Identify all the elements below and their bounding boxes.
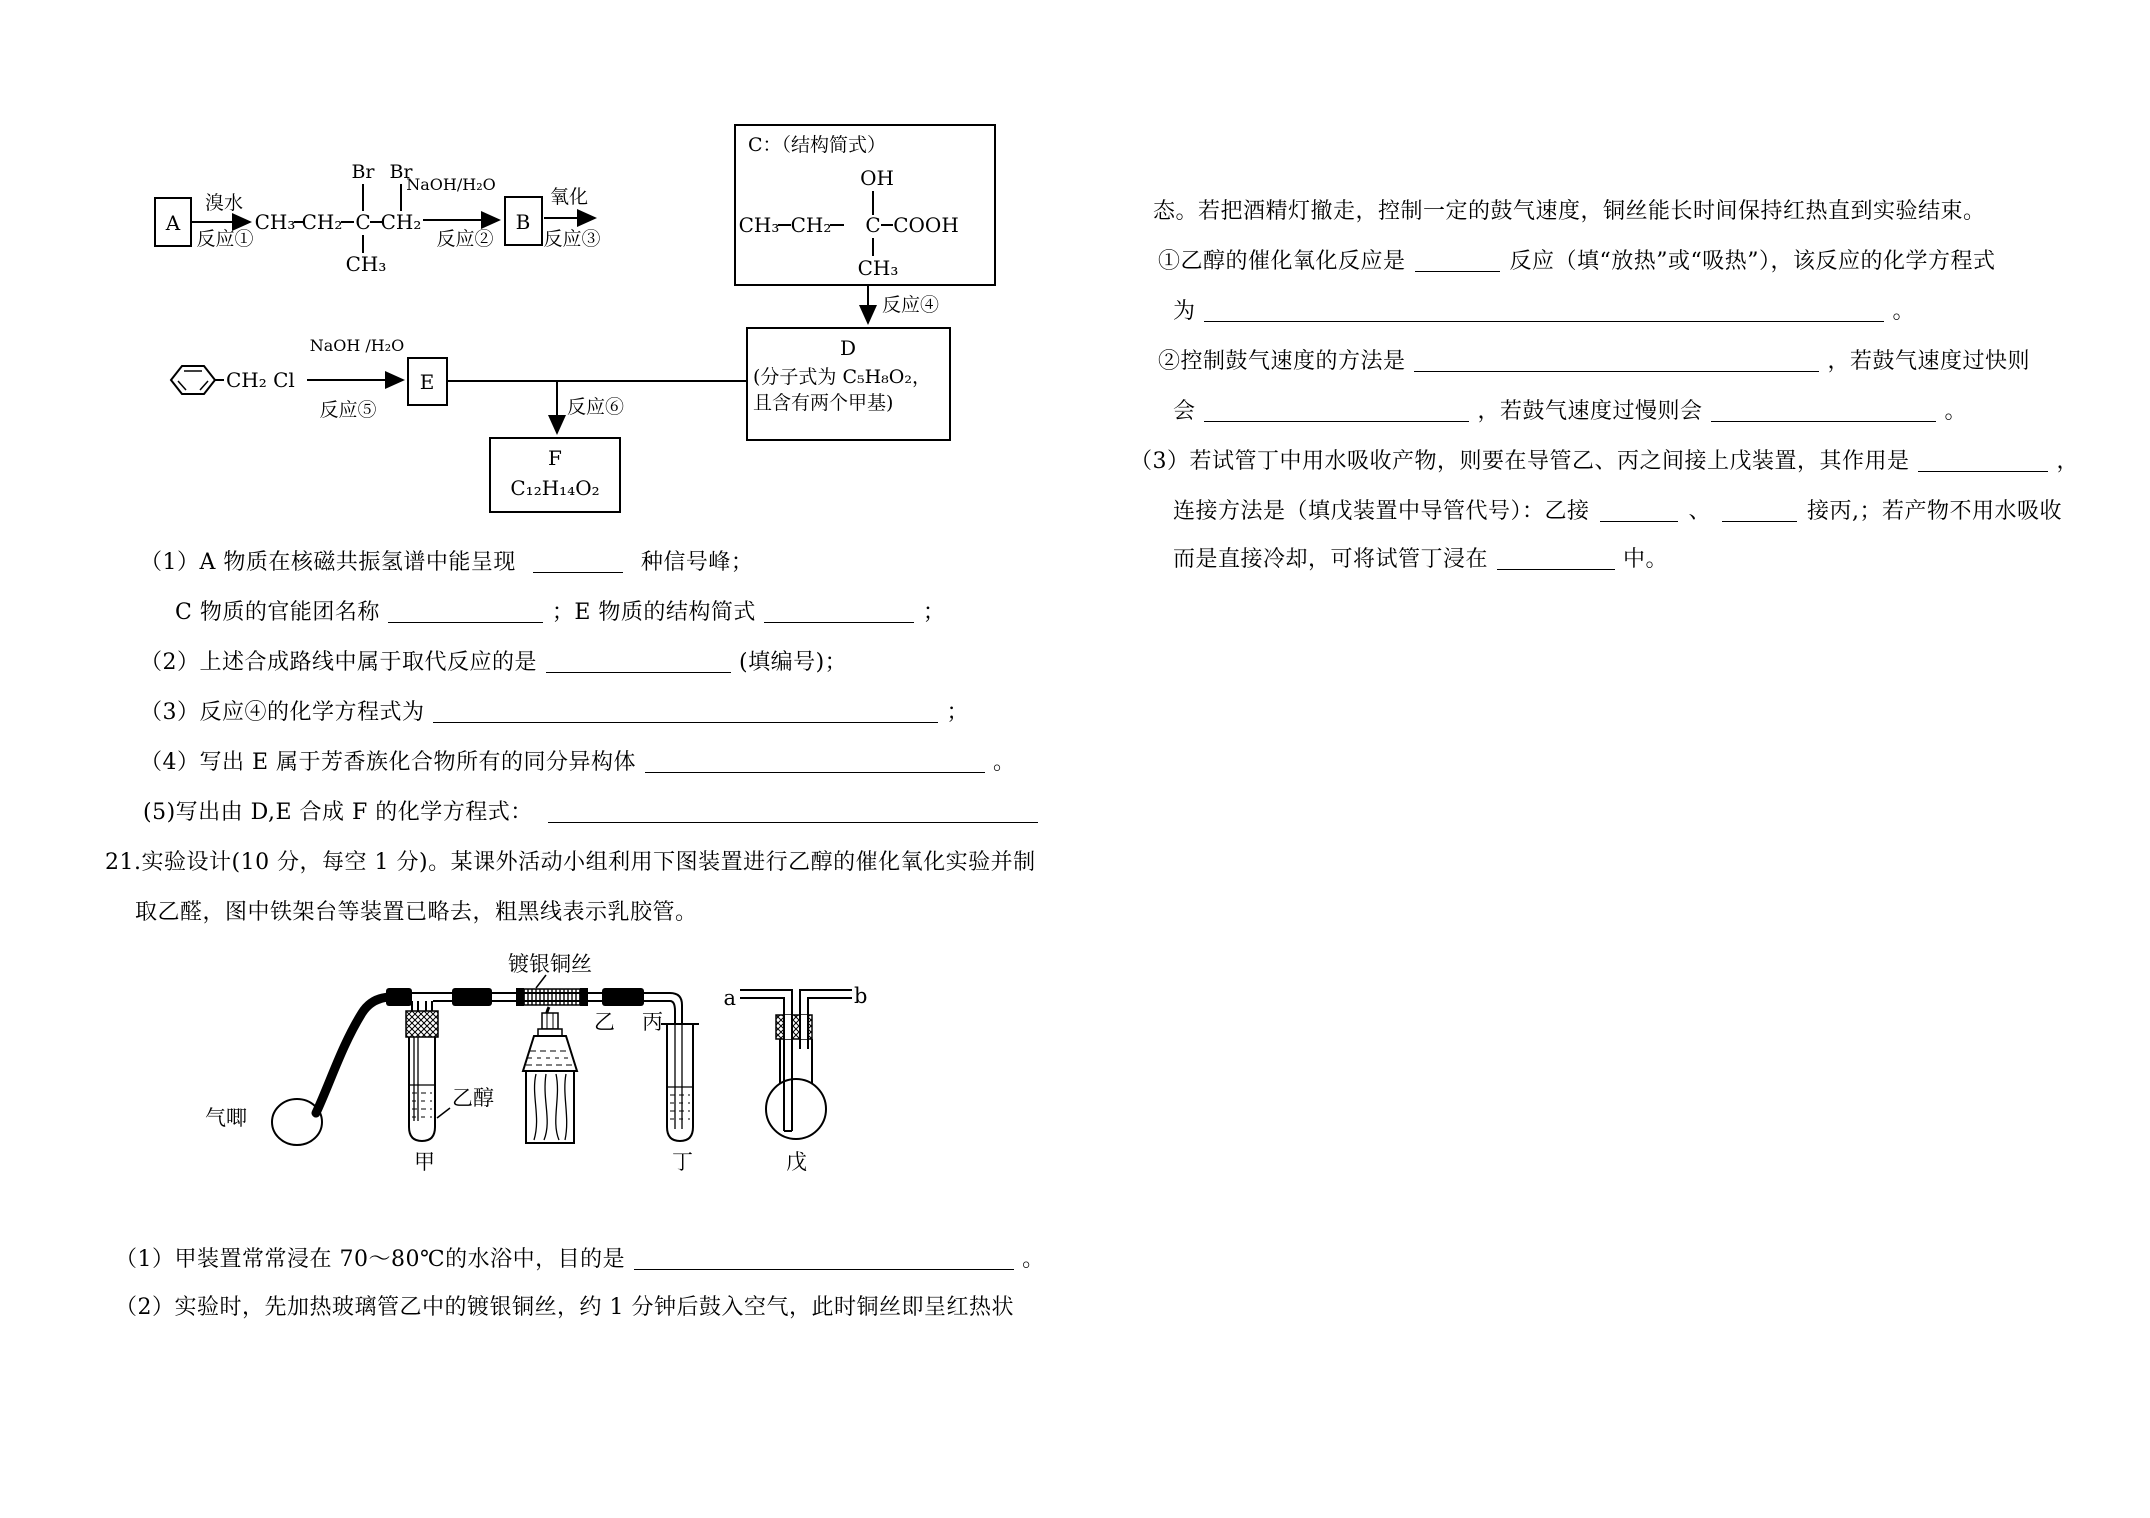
box-C	[735, 125, 995, 285]
q20-part3-line	[140, 698, 969, 728]
right-line-7-text3: 接丙,；若产物不用水吸收	[1807, 499, 2063, 524]
box-c-title: C：（结构简式）	[748, 134, 887, 156]
group-cooh: COOH	[893, 213, 959, 237]
q20-part1-text: （1）A 物质在核磁共振氢谱中能呈现	[140, 550, 516, 575]
right-line-3-text: 为	[1173, 299, 1196, 324]
q20-part3-text2: ；	[946, 700, 970, 725]
q20-part1b-text3: ；	[922, 600, 946, 625]
copper-wire-label: 镀银铜丝	[508, 952, 592, 976]
right-line-7-text: 连接方法是（填戊装置中导管代号）：乙接	[1173, 499, 1590, 524]
group-br2: Br	[389, 161, 413, 183]
port-a-label: a	[723, 986, 736, 1010]
q21-part1-text2: 。	[1022, 1247, 1045, 1272]
q20-part1b-blank1	[388, 600, 543, 623]
box-f-formula: C₁₂H₁₄O₂	[510, 476, 600, 500]
right-line-2-text2: 反应（填“放热”或“吸热”），该反应的化学方程式	[1509, 249, 1996, 274]
tube-yi-label: 乙	[594, 1010, 615, 1034]
group-ch3-sub: CH₃	[857, 256, 899, 280]
right-line-2	[1158, 247, 1996, 277]
reaction-5-arrow	[307, 336, 404, 421]
right-line-1	[1153, 197, 1986, 227]
reagent-naoh-h2o: NaOH/H₂O	[406, 175, 496, 194]
q21-part2-line	[115, 1293, 1014, 1323]
box-B	[505, 197, 542, 245]
reaction-2-label: 反应②	[436, 228, 494, 250]
q20-part1-blank	[533, 550, 623, 573]
flask-wu-label: 戊	[786, 1150, 807, 1174]
q20-part2-line	[140, 648, 847, 678]
tube-bing-label: 丙	[642, 1010, 663, 1034]
air-pump-label: 气唧	[205, 1106, 247, 1130]
reaction-4-label: 反应④	[882, 294, 940, 316]
flask-wu	[723, 984, 867, 1174]
group-ch2: CH₂	[301, 210, 343, 234]
box-d-formula: (分子式为 C₅H₈O₂，	[753, 366, 931, 388]
reaction-6-arrow	[557, 381, 624, 433]
intermediate-structure	[255, 161, 422, 276]
right-line-5-text: 会	[1173, 399, 1196, 424]
q21-part1-blank	[634, 1247, 1014, 1270]
right-line-5-blank1	[1204, 399, 1469, 422]
q20-part1b-text2: ；E 物质的结构简式	[551, 600, 756, 625]
q20-part1-line2	[175, 598, 945, 628]
right-line-7	[1173, 497, 2062, 527]
q21-part1-line	[115, 1245, 1045, 1275]
right-line-1-text: 态。若把酒精灯撤走，控制一定的鼓气速度，铜丝能长时间保持红热直到实验结束。	[1153, 199, 1986, 224]
reaction-3-label: 反应③	[543, 228, 601, 250]
rubber-joint	[452, 988, 492, 1006]
group-ch2b: CH₂	[380, 210, 422, 234]
group-br1: Br	[351, 161, 375, 183]
right-line-5	[1173, 397, 1967, 427]
q21-header-text2: 取乙醛，图中铁架台等装置已略去，粗黑线表示乳胶管。	[135, 900, 698, 925]
q21-header-text1: 21.实验设计(10 分，每空 1 分)。某课外活动小组利用下图装置进行乙醇的催化氧化实验并制	[105, 850, 1036, 875]
q20-part1b-text: C 物质的官能团名称	[175, 600, 380, 625]
box-d-label: D	[839, 336, 857, 360]
box-f-label: F	[548, 446, 562, 470]
q21-header-line1	[105, 848, 1036, 878]
reagent-bromine-water: 溴水	[204, 192, 244, 214]
right-line-6	[1130, 447, 2079, 477]
air-pump-bulb	[205, 997, 392, 1145]
tube-jia-label: 甲	[414, 1150, 435, 1174]
right-line-3	[1173, 297, 1915, 327]
reaction-1-arrow	[191, 192, 254, 250]
right-line-4-blank	[1414, 349, 1819, 372]
right-line-6-blank	[1918, 449, 2048, 472]
test-tube-ding	[661, 1024, 699, 1174]
ethanol-label: 乙醇	[452, 1086, 494, 1110]
q20-part2-blank	[546, 650, 731, 673]
group-ch3: CH₃	[738, 213, 780, 237]
reaction-1-label: 反应①	[196, 228, 254, 250]
silver-plated-copper-wire	[508, 952, 592, 1006]
right-line-3-text2: 。	[1892, 299, 1916, 324]
box-e-label: E	[419, 370, 435, 394]
group-ch2cl: CH₂ Cl	[226, 368, 295, 392]
rubber-joint	[602, 988, 644, 1006]
right-line-8	[1173, 545, 1668, 575]
group-ch2: CH₂	[790, 213, 832, 237]
right-line-6-text2: ，	[2056, 449, 2080, 474]
q20-part3-blank	[433, 700, 938, 723]
reaction-3-arrow	[543, 186, 600, 250]
q20-part1b-blank2	[764, 600, 914, 623]
group-c: C	[355, 210, 371, 234]
box-b-label: B	[515, 210, 531, 234]
reagent-naoh-h2o: NaOH /H₂O	[309, 336, 405, 355]
rubber-tube	[316, 997, 392, 1113]
q20-part5-blank	[548, 800, 1038, 823]
right-line-8-text2: 中。	[1623, 547, 1669, 572]
q21-part1-text: （1）甲装置常常浸在 70～80℃的水浴中，目的是	[115, 1247, 626, 1272]
right-line-2-text: ①乙醇的催化氧化反应是	[1158, 249, 1406, 274]
box-d-note: 且含有两个甲基)	[753, 392, 894, 414]
q20-part5-text: (5)写出由 D,E 合成 F 的化学方程式：	[143, 800, 533, 825]
q20-part4-text2: 。	[993, 750, 1016, 775]
reaction-6-label: 反应⑥	[567, 396, 625, 418]
q20-part4-blank	[645, 750, 985, 773]
q20-part1-line1	[140, 548, 753, 578]
right-line-4-text2: ，若鼓气速度过快则	[1827, 349, 2031, 374]
right-line-2-blank	[1415, 249, 1500, 272]
q20-part4-line	[140, 748, 1016, 778]
q20-part5-line	[143, 798, 1046, 828]
apparatus-diagram	[190, 945, 890, 1235]
box-A	[155, 198, 191, 246]
tube-ding-label: 丁	[672, 1150, 693, 1174]
q20-part4-text: （4）写出 E 属于芳香族化合物所有的同分异构体	[140, 750, 637, 775]
q21-header-line2	[135, 898, 698, 928]
right-line-3-blank	[1204, 299, 1884, 322]
right-line-7-blank2	[1722, 499, 1797, 522]
right-line-6-text: （3）若试管丁中用水吸收产物，则要在导管乙、丙之间接上戊装置，其作用是	[1130, 449, 1910, 474]
group-oh: OH	[860, 166, 894, 190]
alcohol-lamp	[523, 1007, 577, 1071]
right-line-7-blank1	[1600, 499, 1678, 522]
reaction-scheme-diagram	[120, 85, 1050, 545]
box-D	[747, 328, 950, 440]
q21-part2-text: （2）实验时，先加热玻璃管乙中的镀银铜丝，约 1 分钟后鼓入空气，此时铜丝即呈红热状	[115, 1295, 1014, 1320]
benzyl-chloride-structure	[171, 366, 295, 394]
rubber-joint	[386, 988, 412, 1006]
q20-part2-text2: (填编号)；	[739, 650, 848, 675]
right-line-8-text: 而是直接冷却，可将试管丁浸在	[1173, 547, 1489, 572]
q20-part2-text: （2）上述合成路线中属于取代反应的是	[140, 650, 537, 675]
reagent-oxidation: 氧化	[549, 186, 589, 208]
right-line-4-text: ②控制鼓气速度的方法是	[1158, 349, 1406, 374]
group-c: C	[865, 213, 881, 237]
right-line-5-text2: ，若鼓气速度过慢则会	[1477, 399, 1703, 424]
right-line-4	[1158, 347, 2030, 377]
box-F	[490, 438, 620, 512]
box-a-label: A	[165, 211, 181, 235]
right-line-8-blank	[1497, 547, 1615, 570]
wood-block	[526, 1071, 574, 1143]
q20-part1-text2: 种信号峰；	[640, 550, 754, 575]
right-line-5-blank2	[1711, 399, 1936, 422]
port-b-label: b	[854, 984, 868, 1008]
test-tube-jia	[406, 1011, 494, 1174]
q20-part3-text: （3）反应④的化学方程式为	[140, 700, 425, 725]
reaction-5-label: 反应⑤	[319, 399, 377, 421]
group-ch3-sub: CH₃	[345, 252, 387, 276]
right-line-7-text2: 、	[1688, 499, 1712, 524]
right-line-5-text3: 。	[1944, 399, 1968, 424]
stopper	[406, 1011, 438, 1037]
group-ch3: CH₃	[254, 210, 296, 234]
box-E	[408, 358, 447, 405]
reaction-4-arrow	[868, 285, 939, 323]
